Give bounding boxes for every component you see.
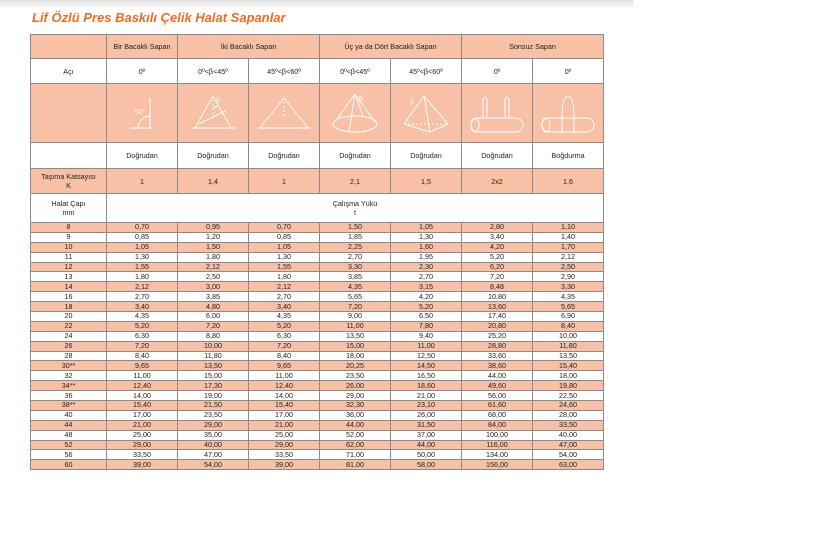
table-row	[31, 381, 604, 391]
working-load-cell: 15,00	[320, 341, 391, 351]
working-load-cell: 15,40	[533, 361, 604, 371]
table-row	[31, 341, 604, 351]
table-row	[31, 321, 604, 331]
table-row	[31, 272, 604, 282]
method-value: Doğrudan	[249, 143, 320, 169]
header-group-single-leg: Bir Bacaklı Sapan	[107, 35, 178, 59]
working-load-cell: 2,50	[533, 262, 604, 272]
factor-value: 2,1	[320, 169, 391, 194]
load-header	[107, 194, 604, 223]
method-value: Doğrudan	[320, 143, 391, 169]
table-row	[31, 401, 604, 411]
rope-diameter-cell: 12	[31, 262, 107, 272]
header-row	[31, 35, 604, 59]
diagram-empty-cell	[31, 84, 107, 143]
working-load-cell: 28,80	[462, 341, 533, 351]
working-load-cell: 18,00	[533, 371, 604, 381]
rope-diameter-cell: 28	[31, 351, 107, 361]
table-row	[31, 302, 604, 312]
working-load-cell: 31,50	[391, 420, 462, 430]
working-load-cell: 37,00	[391, 430, 462, 440]
working-load-cell: 2,70	[249, 292, 320, 302]
factor-label-line2: K	[66, 181, 71, 190]
working-load-cell: 40,00	[178, 440, 249, 450]
working-load-cell: 52,00	[320, 430, 391, 440]
working-load-cell: 5,65	[320, 292, 391, 302]
diameter-header-line2: mm	[62, 208, 75, 217]
working-load-cell: 13,60	[462, 302, 533, 312]
working-load-cell: 0,95	[178, 223, 249, 233]
working-load-cell: 26,00	[391, 410, 462, 420]
endless-sling-direct-diagram	[462, 84, 533, 143]
table-row	[31, 312, 604, 322]
working-load-cell: 29,00	[178, 420, 249, 430]
table-row	[31, 232, 604, 242]
working-load-cell: 13,50	[533, 351, 604, 361]
working-load-cell: 13,50	[178, 361, 249, 371]
working-load-cell: 29,00	[320, 391, 391, 401]
svg-text:β: β	[216, 98, 221, 105]
working-load-cell: 29,00	[107, 440, 178, 450]
working-load-cell: 39,00	[107, 460, 178, 470]
working-load-cell: 21,50	[178, 401, 249, 411]
working-load-cell: 2,12	[178, 262, 249, 272]
working-load-cell: 81,00	[320, 460, 391, 470]
working-load-cell: 15,00	[178, 371, 249, 381]
sling-capacity-table	[30, 34, 604, 470]
rope-diameter-cell: 18	[31, 302, 107, 312]
working-load-cell: 6,00	[178, 312, 249, 322]
rope-diameter-cell: 30**	[31, 361, 107, 371]
rope-diameter-cell: 60	[31, 460, 107, 470]
factor-label-line1: Taşıma Katsayısı	[41, 172, 96, 181]
table-row	[31, 282, 604, 292]
working-load-cell: 33,50	[249, 450, 320, 460]
rope-diameter-cell: 14	[31, 282, 107, 292]
working-load-cell: 11,80	[178, 351, 249, 361]
table-row	[31, 351, 604, 361]
working-load-cell: 100,00	[462, 430, 533, 440]
table-row	[31, 440, 604, 450]
three-four-leg-diagram-high-angle	[391, 84, 462, 143]
load-header-line1: Çalışma Yükü	[332, 199, 378, 208]
rope-diameter-cell: 26	[31, 341, 107, 351]
working-load-cell: 68,00	[462, 410, 533, 420]
working-load-cell: 1,30	[107, 252, 178, 262]
working-load-cell: 62,00	[320, 440, 391, 450]
working-load-cell: 10,00	[533, 331, 604, 341]
method-value: Doğrudan	[391, 143, 462, 169]
factor-row	[31, 169, 604, 194]
working-load-cell: 116,00	[462, 440, 533, 450]
working-load-cell: 50,00	[391, 450, 462, 460]
working-load-cell: 39,00	[249, 460, 320, 470]
method-label-empty	[31, 143, 107, 169]
working-load-cell: 4,80	[178, 302, 249, 312]
rope-diameter-cell: 22	[31, 321, 107, 331]
working-load-cell: 44,00	[391, 440, 462, 450]
working-load-cell: 29,00	[249, 440, 320, 450]
working-load-cell: 32,30	[320, 401, 391, 411]
working-load-cell: 49,60	[462, 381, 533, 391]
working-load-cell: 1,05	[249, 242, 320, 252]
working-load-cell: 26,00	[320, 381, 391, 391]
working-load-cell: 54,00	[533, 450, 604, 460]
working-load-cell: 2,90	[533, 272, 604, 282]
factor-label	[31, 169, 107, 194]
working-load-cell: 0,85	[249, 232, 320, 242]
working-load-cell: 2,70	[391, 272, 462, 282]
working-load-cell: 3,00	[178, 282, 249, 292]
angle-value: 0º<β<45º	[320, 59, 391, 84]
working-load-cell: 1,05	[391, 223, 462, 233]
working-load-cell: 0,70	[107, 223, 178, 233]
page-title: Lif Özlü Pres Baskılı Çelik Halat Sapanlar	[32, 10, 286, 25]
working-load-cell: 21,00	[249, 420, 320, 430]
working-load-cell: 0,85	[107, 232, 178, 242]
rope-diameter-cell: 16	[31, 292, 107, 302]
rope-diameter-cell: 40	[31, 410, 107, 420]
working-load-cell: 7,20	[249, 341, 320, 351]
rope-diameter-cell: 20	[31, 312, 107, 322]
working-load-cell: 44,00	[462, 371, 533, 381]
working-load-cell: 84,00	[462, 420, 533, 430]
table-row	[31, 410, 604, 420]
working-load-cell: 2,30	[391, 262, 462, 272]
rope-diameter-cell: 24	[31, 331, 107, 341]
diameter-header	[31, 194, 107, 223]
rope-diameter-cell: 13	[31, 272, 107, 282]
working-load-cell: 25,00	[107, 430, 178, 440]
rope-diameter-cell: 8	[31, 223, 107, 233]
working-load-cell: 8,80	[178, 331, 249, 341]
working-load-cell: 18,60	[391, 381, 462, 391]
factor-value: 1,5	[391, 169, 462, 194]
working-load-cell: 16,50	[391, 371, 462, 381]
table-row	[31, 430, 604, 440]
working-load-cell: 2,25	[320, 242, 391, 252]
working-load-cell: 23,50	[178, 410, 249, 420]
working-load-cell: 7,20	[178, 321, 249, 331]
svg-text:β: β	[410, 99, 415, 106]
unit-row	[31, 194, 604, 223]
header-group-two-leg: İki Bacaklı Sapan	[178, 35, 320, 59]
working-load-cell: 5,20	[107, 321, 178, 331]
working-load-cell: 2,12	[249, 282, 320, 292]
table-row	[31, 223, 604, 233]
working-load-cell: 17,00	[249, 410, 320, 420]
working-load-cell: 2,12	[533, 252, 604, 262]
factor-value: 1	[249, 169, 320, 194]
working-load-cell: 56,00	[462, 391, 533, 401]
method-row	[31, 143, 604, 169]
working-load-cell: 5,20	[249, 321, 320, 331]
working-load-cell: 156,00	[462, 460, 533, 470]
rope-diameter-cell: 52	[31, 440, 107, 450]
working-load-cell: 36,00	[320, 410, 391, 420]
working-load-cell: 25,00	[249, 430, 320, 440]
table-row	[31, 331, 604, 341]
working-load-cell: 14,00	[107, 391, 178, 401]
working-load-cell: 11,00	[320, 321, 391, 331]
working-load-cell: 8,40	[107, 351, 178, 361]
working-load-cell: 0,70	[249, 223, 320, 233]
working-load-cell: 33,50	[533, 420, 604, 430]
three-four-leg-diagram-low-angle	[320, 84, 391, 143]
working-load-cell: 7,20	[462, 272, 533, 282]
working-load-cell: 3,40	[249, 302, 320, 312]
working-load-cell: 38,60	[462, 361, 533, 371]
diameter-header-line1: Halat Çapı	[51, 199, 86, 208]
working-load-cell: 5,20	[391, 302, 462, 312]
header-group-three-four-leg: Üç ya da Dört Bacaklı Sapan	[320, 35, 462, 59]
table-row	[31, 420, 604, 430]
working-load-cell: 20,25	[320, 361, 391, 371]
working-load-cell: 3,30	[320, 262, 391, 272]
table-row	[31, 242, 604, 252]
working-load-cell: 11,00	[249, 371, 320, 381]
working-load-cell: 1,40	[533, 232, 604, 242]
top-bar	[0, 0, 633, 7]
working-load-cell: 21,00	[107, 420, 178, 430]
factor-value: 1,6	[533, 169, 604, 194]
working-load-cell: 9,00	[320, 312, 391, 322]
working-load-cell: 7,20	[107, 341, 178, 351]
working-load-cell: 1,80	[249, 272, 320, 282]
angle-value: 0º<β<45º	[178, 59, 249, 84]
working-load-cell: 6,90	[533, 312, 604, 322]
working-load-cell: 2,70	[107, 292, 178, 302]
working-load-cell: 4,20	[391, 292, 462, 302]
rope-diameter-cell: 10	[31, 242, 107, 252]
working-load-cell: 71,00	[320, 450, 391, 460]
rope-diameter-cell: 36	[31, 391, 107, 401]
working-load-cell: 12,40	[249, 381, 320, 391]
working-load-cell: 61,60	[462, 401, 533, 411]
working-load-cell: 1,30	[391, 232, 462, 242]
table-row	[31, 450, 604, 460]
working-load-cell: 1,55	[107, 262, 178, 272]
data-rows	[31, 223, 604, 470]
angle-row	[31, 59, 604, 84]
working-load-cell: 24,60	[533, 401, 604, 411]
method-value: Boğdurma	[533, 143, 604, 169]
working-load-cell: 6,30	[107, 331, 178, 341]
working-load-cell: 1,95	[391, 252, 462, 262]
working-load-cell: 1,20	[178, 232, 249, 242]
working-load-cell: 2,70	[320, 252, 391, 262]
two-leg-diagram-high-angle	[249, 84, 320, 143]
working-load-cell: 23,10	[391, 401, 462, 411]
working-load-cell: 3,40	[462, 232, 533, 242]
working-load-cell: 3,30	[533, 282, 604, 292]
method-value: Doğrudan	[462, 143, 533, 169]
angle-label: Açı	[31, 59, 107, 84]
working-load-cell: 4,35	[533, 292, 604, 302]
working-load-cell: 134,00	[462, 450, 533, 460]
working-load-cell: 19,80	[533, 381, 604, 391]
working-load-cell: 1,60	[391, 242, 462, 252]
working-load-cell: 47,00	[178, 450, 249, 460]
working-load-cell: 9,65	[107, 361, 178, 371]
working-load-cell: 8,40	[249, 351, 320, 361]
working-load-cell: 1,55	[249, 262, 320, 272]
table-row	[31, 371, 604, 381]
angle-value: 0º	[533, 59, 604, 84]
rope-diameter-cell: 38**	[31, 401, 107, 411]
working-load-cell: 1,85	[320, 232, 391, 242]
working-load-cell: 1,80	[107, 272, 178, 282]
working-load-cell: 3,85	[178, 292, 249, 302]
working-load-cell: 35,00	[178, 430, 249, 440]
working-load-cell: 1,30	[249, 252, 320, 262]
table-row	[31, 262, 604, 272]
angle-value: 45º<β<60º	[249, 59, 320, 84]
working-load-cell: 11,00	[107, 371, 178, 381]
factor-value: 1	[107, 169, 178, 194]
table-row	[31, 391, 604, 401]
working-load-cell: 11,00	[391, 341, 462, 351]
working-load-cell: 17,40	[462, 312, 533, 322]
table-row	[31, 252, 604, 262]
rope-diameter-cell: 48	[31, 430, 107, 440]
working-load-cell: 58,00	[391, 460, 462, 470]
method-value: Doğrudan	[107, 143, 178, 169]
working-load-cell: 6,50	[391, 312, 462, 322]
angle-value: 45º<β<60º	[391, 59, 462, 84]
angle-value: 0º	[462, 59, 533, 84]
working-load-cell: 4,35	[320, 282, 391, 292]
diagram-row	[31, 84, 604, 143]
working-load-cell: 19,00	[178, 391, 249, 401]
working-load-cell: 1,50	[320, 223, 391, 233]
working-load-cell: 8,48	[462, 282, 533, 292]
working-load-cell: 1,50	[178, 242, 249, 252]
two-leg-diagram-low-angle	[178, 84, 249, 143]
rope-diameter-cell: 56	[31, 450, 107, 460]
working-load-cell: 6,30	[249, 331, 320, 341]
working-load-cell: 17,30	[178, 381, 249, 391]
working-load-cell: 4,35	[107, 312, 178, 322]
working-load-cell: 1,05	[107, 242, 178, 252]
table-row	[31, 460, 604, 470]
table-row	[31, 361, 604, 371]
single-leg-diagram	[107, 84, 178, 143]
working-load-cell: 47,00	[533, 440, 604, 450]
rope-diameter-cell: 11	[31, 252, 107, 262]
rope-diameter-cell: 34**	[31, 381, 107, 391]
working-load-cell: 8,40	[533, 321, 604, 331]
working-load-cell: 18,00	[320, 351, 391, 361]
header-corner	[31, 35, 107, 59]
header-group-endless: Sonsuz Sapan	[462, 35, 604, 59]
working-load-cell: 63,00	[533, 460, 604, 470]
working-load-cell: 12,50	[391, 351, 462, 361]
working-load-cell: 1,80	[178, 252, 249, 262]
working-load-cell: 2,80	[462, 223, 533, 233]
working-load-cell: 21,00	[391, 391, 462, 401]
working-load-cell: 28,00	[533, 410, 604, 420]
working-load-cell: 3,85	[320, 272, 391, 282]
working-load-cell: 1,10	[533, 223, 604, 233]
working-load-cell: 25,20	[462, 331, 533, 341]
working-load-cell: 40,00	[533, 430, 604, 440]
working-load-cell: 4,20	[462, 242, 533, 252]
rope-diameter-cell: 9	[31, 232, 107, 242]
working-load-cell: 7,80	[391, 321, 462, 331]
working-load-cell: 33,50	[107, 450, 178, 460]
working-load-cell: 13,50	[320, 331, 391, 341]
working-load-cell: 14,50	[391, 361, 462, 371]
working-load-cell: 12,40	[107, 381, 178, 391]
working-load-cell: 9,40	[391, 331, 462, 341]
working-load-cell: 15,40	[249, 401, 320, 411]
working-load-cell: 54,00	[178, 460, 249, 470]
working-load-cell: 20,80	[462, 321, 533, 331]
working-load-cell: 3,40	[107, 302, 178, 312]
working-load-cell: 5,65	[533, 302, 604, 312]
working-load-cell: 2,12	[107, 282, 178, 292]
load-header-line2: t	[354, 208, 356, 217]
working-load-cell: 33,60	[462, 351, 533, 361]
method-value: Doğrudan	[178, 143, 249, 169]
working-load-cell: 2,50	[178, 272, 249, 282]
working-load-cell: 44,00	[320, 420, 391, 430]
working-load-cell: 17,00	[107, 410, 178, 420]
working-load-cell: 11,80	[533, 341, 604, 351]
working-load-cell: 5,20	[462, 252, 533, 262]
working-load-cell: 9,65	[249, 361, 320, 371]
working-load-cell: 7,20	[320, 302, 391, 312]
table-row	[31, 292, 604, 302]
factor-value: 1,4	[178, 169, 249, 194]
rope-diameter-cell: 32	[31, 371, 107, 381]
working-load-cell: 23,50	[320, 371, 391, 381]
working-load-cell: 1,70	[533, 242, 604, 252]
working-load-cell: 22,50	[533, 391, 604, 401]
endless-sling-choke-diagram	[533, 84, 604, 143]
working-load-cell: 4,35	[249, 312, 320, 322]
factor-value: 2x2	[462, 169, 533, 194]
working-load-cell: 15,40	[107, 401, 178, 411]
svg-text:90°: 90°	[135, 109, 146, 116]
working-load-cell: 3,15	[391, 282, 462, 292]
working-load-cell: 10,80	[462, 292, 533, 302]
working-load-cell: 14,00	[249, 391, 320, 401]
angle-value: 0º	[107, 59, 178, 84]
working-load-cell: 6,20	[462, 262, 533, 272]
rope-diameter-cell: 44	[31, 420, 107, 430]
working-load-cell: 10,00	[178, 341, 249, 351]
svg-text:β: β	[359, 96, 364, 103]
